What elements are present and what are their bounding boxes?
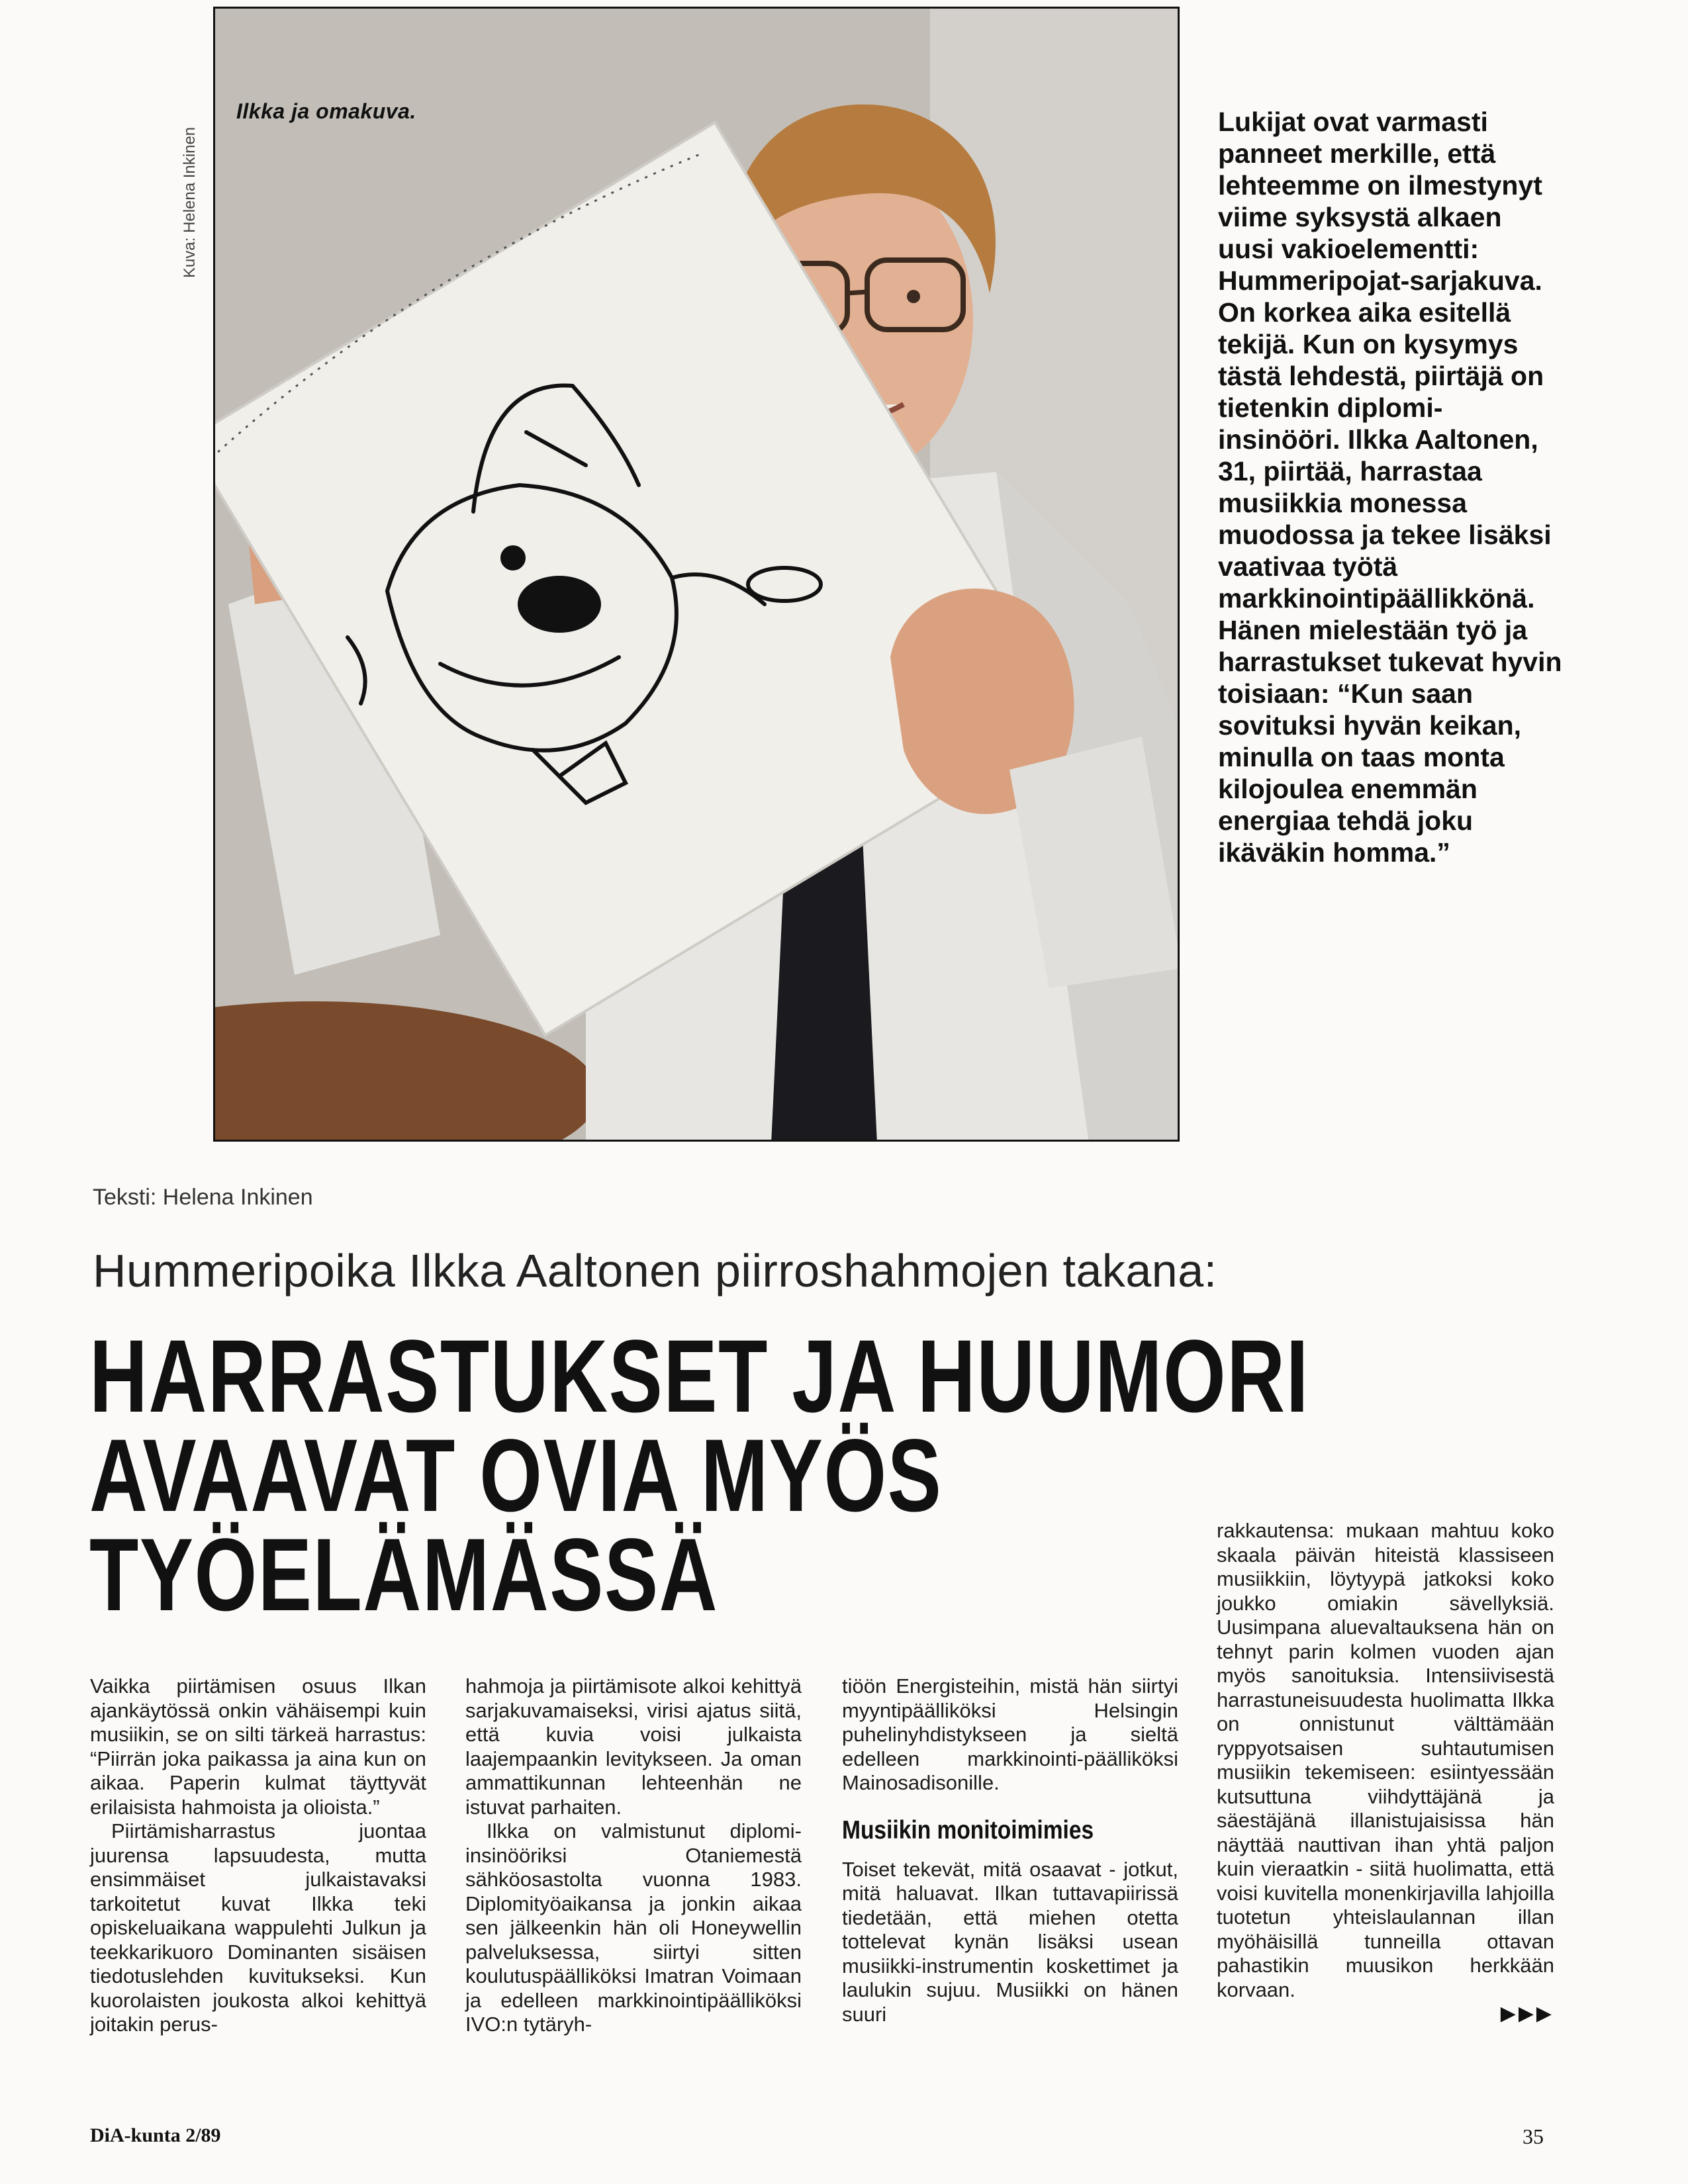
- photo-caption: Ilkka ja omakuva.: [236, 99, 416, 123]
- continue-arrows-icon: ▶▶▶: [1500, 2003, 1554, 2025]
- body-paragraph: tiöön Energisteihin, mistä hän siirtyi myyntipäälliköksi Helsingin puhelinyhdistykseen ja sieltä edelleen markkinointi-päälliköksi Mainosadisonille.: [842, 1674, 1178, 1794]
- headline-line-3: TYÖELÄMÄSSÄ: [89, 1518, 719, 1633]
- body-paragraph: Ilkka on valmistunut diplomi-insinööriksi Otaniemestä sähköosastolta vuonna 1983. Diplomityöaikansa ja jonkin aikaa sen jälkeenkin hän oli Honeywellin palveluksessa, siirtyi sitten koulutuspäälliköksi Imatran Voimaan ja edelleen markkinointipäälliköksi IVO:n tytäryh-: [465, 1819, 802, 2036]
- body-column-1: [90, 1674, 426, 2037]
- body-paragraph: hahmoja ja piirtämisote alkoi kehittyä sarjakuvamaiseksi, virisi ajatus siitä, että kuvia voisi julkaista laajempaankin levitykseen. Ja oman ammattikunnan lehteenhän ne istuvat parhaiten.: [465, 1674, 802, 1819]
- photo-illustration: [215, 9, 1180, 1142]
- body-column-4: [1217, 1519, 1554, 2026]
- feature-photo: [213, 7, 1180, 1142]
- photo-credit: Kuva: Helena Inkinen: [181, 126, 199, 278]
- body-paragraph: rakkautensa: mukaan mahtuu koko skaala päivän hiteistä klassiseen musiikkiin, löytyypä jatkoksi koko joukko omiakin sävellyksiä. Uusimpana aluevaltauksena hän on tehnyt parin kolmen vuoden ajan myös sanoituksia. Intensiivisestä harrastuneisuudesta huolimatta Ilkka on onnistunut välttämään ryppyotsaisen suhtautumisen musiikin tekemiseen: esiintyessään kutsuttuna viihdyttäjänä ja säestäjänä illanistujaisissa hän näyttää nauttivan ihan yhtä paljon kuin vieraatkin - siitä huolimatta, että voisi kuvitella monenkirjavilla lahjoilla tuotetun yhteislaulannan illan myöhäisillä tunneilla ottavan pahastikin muusikon herkkään korvaan.: [1217, 1519, 1554, 2001]
- body-paragraph: Vaikka piirtämisen osuus Ilkan ajankäytössä onkin vähäisempi kuin musiikin, se on silti tärkeä harrastus: “Piirrän joka paikassa ja aina kun on aikaa. Paperin kulmat täyttyvät erilaisista hahmoista ja olioista.”: [90, 1674, 426, 1819]
- headline-line-2: AVAAVAT OVIA MYÖS: [89, 1418, 943, 1533]
- body-paragraph: Toiset tekevät, mitä osaavat - jotkut, mitä haluavat. Ilkan tuttavapiirissä tiedetään, että miehen otetta tottelevat kynän lisäksi usean musiikki-instrumentin koskettimet ja laulukin sujuu. Musiikki on hänen suuri: [842, 1857, 1178, 2026]
- headline: [89, 1319, 1310, 1633]
- body-column-2: [465, 1674, 802, 2037]
- intro-paragraph: Lukijat ovat varmasti panneet merkille, että lehteemme on ilmestynyt viime syksystä alkaen uusi vakioelementti: Hummeripojat-sarjakuva. On korkea aika esitellä tekijä. Kun on kysymys tästä lehdestä, piirtäjä on tietenkin diplomi-insinööri. Ilkka Aaltonen, 31, piirtää, harrastaa musiikkia monessa muodossa ja tekee lisäksi vaativaa työtä markkinointipäällikkönä. Hänen mielestään työ ja harrastukset tukevat hyvin toisiaan: “Kun saan sovituksi hyvän keikan, minulla on taas monta kilojoulea enemmän energiaa tehdä joku ikäväkin homma.”: [1218, 107, 1562, 868]
- byline: Teksti: Helena Inkinen: [93, 1185, 313, 1210]
- section-subheading: Musiikin monitoimimies: [842, 1815, 1094, 1844]
- body-paragraph: Piirtämisharrastus juontaa juurensa lapsuudesta, mutta ensimmäiset julkaistavaksi tarkoitetut kuvat Ilkka teki opiskeluaikana wappulehti Julkun ja teekkarikuoro Dominanten sisäisen tiedotuslehden kuvitukseksi. Kun kuorolaisten joukosta alkoi kehittyä joitakin perus-: [90, 1819, 426, 2036]
- body-column-3: [842, 1674, 1178, 2026]
- photo-credit-container: [175, 106, 209, 278]
- page-number: 35: [1523, 2124, 1544, 2148]
- headline-line-1: HARRASTUKSET JA HUUMORI: [89, 1319, 1310, 1434]
- kicker-heading: Hummeripoika Ilkka Aaltonen piirroshahmojen takana:: [93, 1245, 1217, 1297]
- publication-footer: DiA-kunta 2/89: [90, 2124, 221, 2146]
